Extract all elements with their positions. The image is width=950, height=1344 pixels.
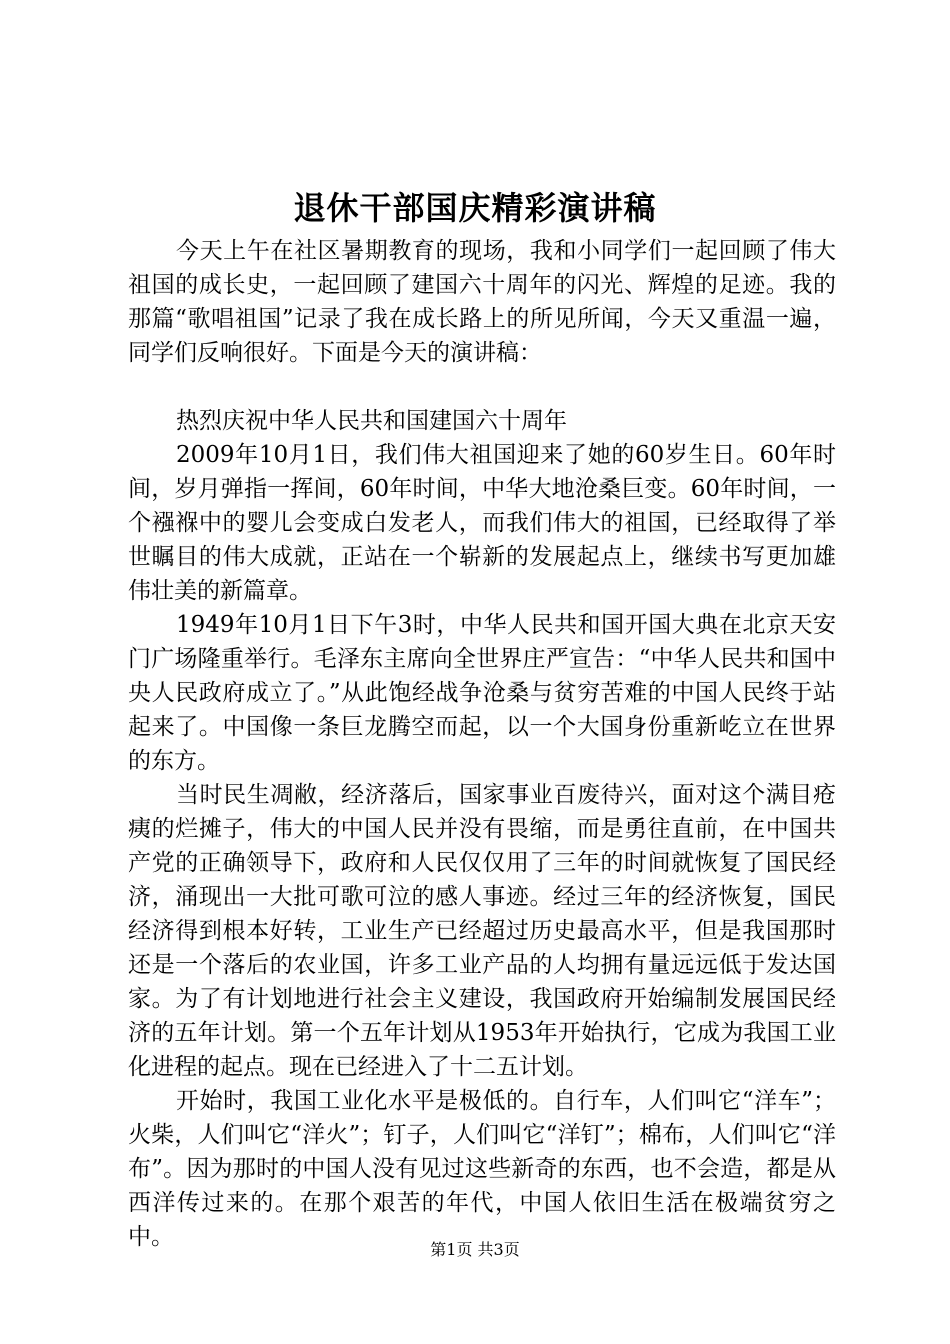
document-body (128, 234, 836, 1254)
speech-heading: 热烈庆祝中华人民共和国建国六十周年 (176, 408, 567, 434)
body-paragraph: 开始时，我国工业化水平是极低的。自行车，人们叫它“洋车”；火柴，人们叫它“洋火”；钉子，人们叫它“洋钉”；棉布，人们叫它“洋布”。因为那时的中国人没有见过这些新奇的东西，也不会造，都是从西洋传过来的。在那个艰苦的年代，中国人依旧生活在极端贫穷之中。 (128, 1088, 836, 1250)
page-footer: 第1页 共3页 (430, 1240, 520, 1259)
blank-line (128, 370, 836, 404)
body-paragraph: 当时民生凋敝，经济落后，国家事业百废待兴，面对这个满目疮痍的烂摊子，伟大的中国人民并没有畏缩，而是勇往直前，在中国共产党的正确领导下，政府和人民仅仅用了三年的时间就恢复了国民经济，涌现出一大批可歌可泣的感人事迹。经过三年的经济恢复，国民经济得到根本好转，工业生产已经超过历史最高水平，但是我国那时还是一个落后的农业国，许多工业产品的人均拥有量远远低于发达国家。为了有计划地进行社会主义建设，我国政府开始编制发展国民经济的五年计划。第一个五年计划从1953年开始执行，它成为我国工业化进程的起点。现在已经进入了十二五计划。 (128, 782, 836, 1080)
intro-paragraph: 今天上午在社区暑期教育的现场，我和小同学们一起回顾了伟大祖国的成长史，一起回顾了建国六十周年的闪光、辉煌的足迹。我的那篇“歌唱祖国”记录了我在成长路上的所见所闻，今天又重温一遍，同学们反响很好。下面是今天的演讲稿： (128, 238, 836, 366)
body-paragraph: 1949年10月1日下午3时，中华人民共和国开国大典在北京天安门广场隆重举行。毛泽东主席向全世界庄严宣告：“中华人民共和国中央人民政府成立了。”从此饱经战争沧桑与贫穷苦难的中国人民终于站起来了。中国像一条巨龙腾空而起，以一个大国身份重新屹立在世界的东方。 (128, 612, 836, 774)
page-title: 退休干部国庆精彩演讲稿 (293, 189, 657, 227)
body-paragraph: 2009年10月1日，我们伟大祖国迎来了她的60岁生日。60年时间，岁月弹指一挥间，60年时间，中华大地沧桑巨变。60年时间，一个襁褓中的婴儿会变成白发老人，而我们伟大的祖国，已经取得了举世瞩目的伟大成就，正站在一个崭新的发展起点上，继续书写更加雄伟壮美的新篇章。 (128, 442, 836, 604)
